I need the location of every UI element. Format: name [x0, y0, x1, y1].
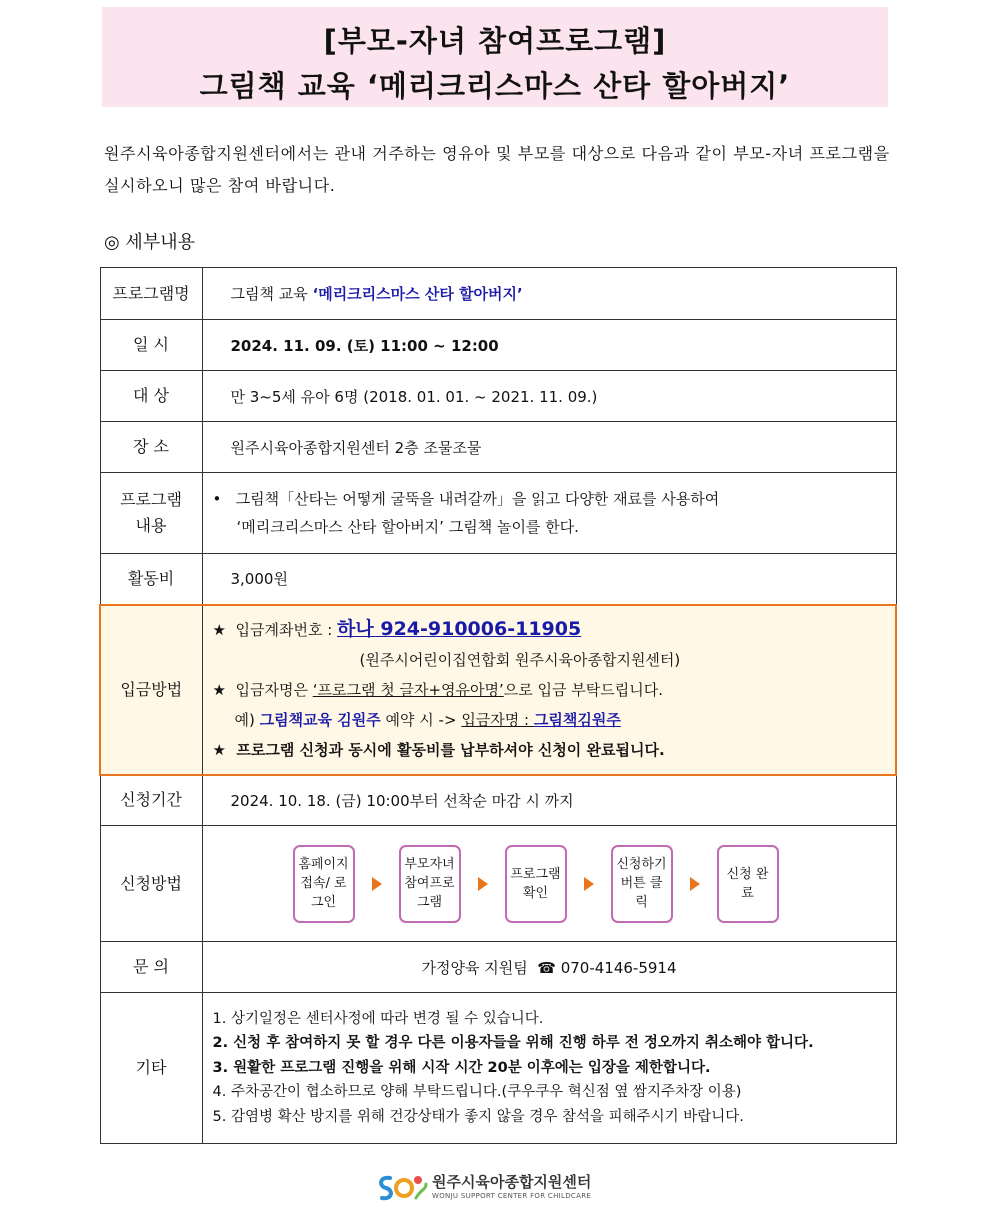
label-contact: 문 의	[100, 942, 202, 993]
row-deposit	[100, 605, 896, 775]
program-name-prefix: 그림책 교육	[230, 285, 313, 303]
label-deposit: 입금방법	[100, 605, 202, 775]
section-heading: ◎ 세부내용	[104, 232, 195, 253]
account-number: 하나 924-910006-11905	[337, 618, 582, 640]
value-content	[202, 473, 896, 554]
account-label: 입금계좌번호 :	[235, 621, 338, 639]
value-program-name	[202, 268, 896, 320]
star-icon: ★	[212, 681, 226, 699]
content-line-1	[213, 485, 896, 513]
title-line-2: 그림책 교육 ‘메리크리스마스 산타 할아버지’	[199, 69, 791, 103]
etc-item: 2. 신청 후 참여하지 못 할 경우 다른 이용자들을 위해 진행 하루 전 정오까지 취소해야 합니다.	[212, 1035, 814, 1052]
row-method	[100, 826, 896, 942]
row-period	[100, 775, 896, 826]
star-icon: ★	[212, 621, 226, 639]
row-contact	[100, 942, 896, 993]
details-table	[99, 267, 897, 1144]
content-line-2: ‘메리크리스마스 산타 할아버지’ 그림책 놀이를 한다.	[236, 518, 579, 536]
label-method: 신청방법	[100, 826, 202, 942]
step-homepage-login: 홈페이지 접속/ 로그인	[293, 845, 355, 923]
arrow-right-icon	[372, 877, 382, 891]
label-target: 대 상	[100, 371, 202, 422]
label-place: 장 소	[100, 422, 202, 473]
example-value: 그림책김원주	[533, 711, 621, 729]
row-program-name	[100, 268, 896, 320]
label-content-line1: 프로그램	[120, 490, 182, 509]
contact-phone: 070-4146-5914	[560, 958, 677, 977]
value-contact	[202, 942, 896, 993]
phone-icon: ☎	[537, 958, 556, 977]
footer-logo-block	[376, 1170, 591, 1204]
program-name-highlight: ‘메리크리스마스 산타 할아버지’	[312, 285, 523, 303]
etc-item: 4. 주차공간이 협소하므로 양해 부탁드립니다.(쿠우쿠우 혁신점 옆 쌈지주차장 이용)	[212, 1084, 742, 1101]
row-etc	[100, 993, 896, 1144]
name-suffix: 으로 입금 부탁드립니다.	[503, 681, 663, 699]
content-text-1: 그림책「산타는 어떻게 굴뚝을 내려갈까」을 읽고 다양한 재료를 사용하여	[235, 490, 720, 508]
etc-item: 5. 감염병 확산 방지를 위해 건강상태가 좋지 않을 경우 참석을 피해주시기 바랍니다.	[212, 1108, 744, 1125]
deposit-account-line	[213, 614, 896, 645]
value-etc	[202, 993, 896, 1144]
title-line-1: [부모-자녀 참여프로그램]	[323, 24, 667, 58]
label-etc: 기타	[100, 993, 202, 1144]
value-deposit	[202, 605, 896, 775]
intro-paragraph: 원주시육아종합지원센터에서는 관내 거주하는 영유아 및 부모를 대상으로 다음과 같이 부모-자녀 프로그램을 실시하오니 많은 참여 바랍니다.	[104, 144, 890, 195]
step-click-apply: 신청하기 버튼 클릭	[611, 845, 673, 923]
deposit-name-line	[213, 675, 896, 705]
label-content-line2: 내용	[135, 516, 167, 535]
label-fee: 활동비	[100, 554, 202, 605]
label-period: 신청기간	[100, 775, 202, 826]
row-date	[100, 320, 896, 371]
logo-swirl-blue	[381, 1178, 391, 1199]
deposit-notice-line	[213, 735, 896, 765]
row-place	[100, 422, 896, 473]
label-content	[100, 473, 202, 554]
label-program-name: 프로그램명	[100, 268, 202, 320]
arrow-right-icon	[690, 877, 700, 891]
footer-name-en: WONJU SUPPORT CENTER FOR CHILDCARE	[432, 1191, 592, 1200]
logo-dot-red	[414, 1176, 422, 1184]
center-logo-icon	[376, 1170, 428, 1204]
value-place: 원주시육아종합지원센터 2층 조물조물	[202, 422, 896, 473]
value-period: 2024. 10. 18. (금) 10:00부터 선착순 마감 시 까지	[202, 775, 896, 826]
step-confirm-program: 프로그램 확인	[505, 845, 567, 923]
logo-leaf-green	[416, 1184, 426, 1198]
row-fee	[100, 554, 896, 605]
name-rule: ‘프로그램 첫 글자+영유아명’	[312, 681, 504, 699]
value-fee: 3,000원	[202, 554, 896, 605]
deposit-notice: 프로그램 신청과 동시에 활동비를 납부하셔야 신청이 완료됩니다.	[236, 741, 665, 759]
star-icon: ★	[212, 741, 226, 759]
value-target: 만 3~5세 유아 6명 (2018. 01. 01. ~ 2021. 11. 09.)	[202, 371, 896, 422]
example-mid: 예약 시 ->	[380, 711, 462, 729]
arrow-right-icon	[478, 877, 488, 891]
example-label: 입금자명 :	[461, 711, 534, 729]
value-date: 2024. 11. 09. (토) 11:00 ~ 12:00	[202, 320, 896, 371]
step-select-program: 부모자녀 참여프로 그램	[399, 845, 461, 923]
bullet-icon: •	[212, 490, 222, 508]
label-date: 일 시	[100, 320, 202, 371]
example-prefix: 예)	[234, 711, 260, 729]
footer-name-ko: 원주시육아종합지원센터	[432, 1172, 592, 1191]
application-flow	[203, 845, 896, 923]
footer-text	[432, 1174, 591, 1201]
arrow-right-icon	[584, 877, 594, 891]
row-content	[100, 473, 896, 554]
deposit-example-line	[213, 705, 896, 735]
account-holder: (원주시어린이집연합회 원주시육아종합지원센터)	[359, 651, 681, 669]
name-prefix: 입금자명은	[235, 681, 313, 699]
contact-team: 가정양육 지원팀	[421, 958, 528, 977]
row-target	[100, 371, 896, 422]
example-name: 그림책교육 김원주	[259, 711, 381, 729]
step-complete: 신청 완료	[717, 845, 779, 923]
etc-item: 1. 상기일정은 센터사정에 따라 변경 될 수 있습니다.	[212, 1010, 544, 1027]
logo-circle-orange	[396, 1180, 412, 1196]
value-method	[202, 826, 896, 942]
etc-item: 3. 원활한 프로그램 진행을 위해 시작 시간 20분 이후에는 입장을 제한합니다.	[212, 1059, 711, 1076]
title-banner	[102, 7, 888, 107]
